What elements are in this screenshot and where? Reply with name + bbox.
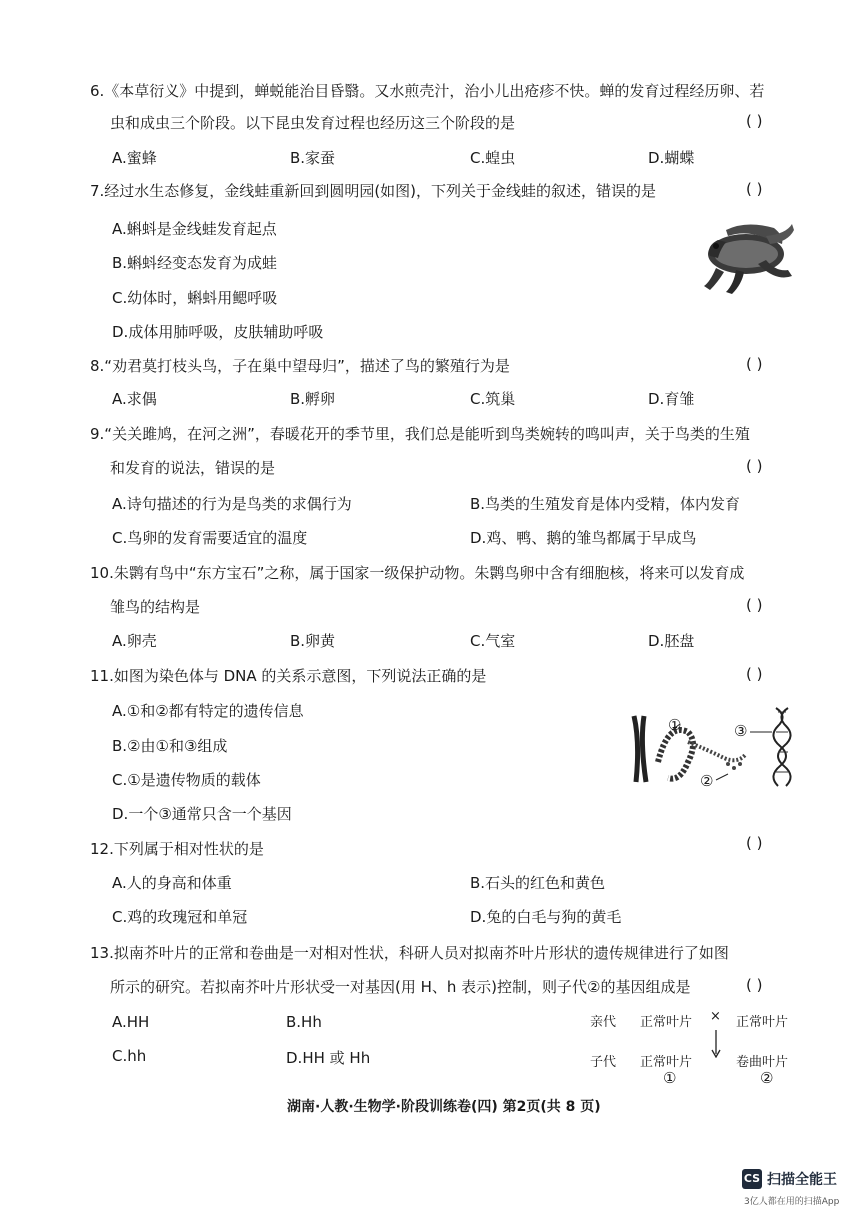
option-a: A.求偶 bbox=[112, 390, 157, 408]
child-a: 正常叶片 bbox=[640, 1055, 693, 1070]
option-d: D.胚盘 bbox=[648, 632, 695, 650]
question-13-stem-line2: 所示的研究。若拟南芥叶片形状受一对基因(用 H、h 表示)控制，则子代②的基因组成是 bbox=[110, 978, 691, 996]
option-d: D.成体用肺呼吸，皮肤辅助呼吸 bbox=[112, 323, 324, 341]
option-b: B.鸟类的生殖发育是体内受精，体内发育 bbox=[470, 495, 741, 513]
question-10-stem-line2: 雏鸟的结构是 bbox=[110, 598, 201, 616]
option-d: D.一个③通常只含一个基因 bbox=[112, 805, 292, 823]
option-c: C.①是遗传物质的载体 bbox=[112, 771, 261, 789]
option-a: A.蝌蚪是金线蛙发育起点 bbox=[112, 220, 277, 238]
question-9-stem-line1: 9.“关关雎鸠，在河之洲”，春暖花开的季节里，我们总是能听到鸟类婉转的鸣叫声，关于鸟类的生殖 bbox=[90, 425, 750, 443]
answer-bracket: ( ) bbox=[746, 457, 763, 475]
question-11-stem: 11.如图为染色体与 DNA 的关系示意图，下列说法正确的是 bbox=[90, 667, 487, 685]
option-b: B.家蚕 bbox=[290, 149, 336, 167]
child-b: 卷曲叶片 bbox=[736, 1055, 789, 1070]
answer-bracket: ( ) bbox=[746, 112, 763, 130]
question-6-stem-line1: 6.《本草衍义》中提到，蝉蜕能治目昏翳。又水煎壳汁，治小儿出疮疹不快。蝉的发育过程经历卵、若 bbox=[90, 82, 765, 100]
option-c: C.幼体时，蝌蚪用鳃呼吸 bbox=[112, 289, 278, 307]
option-c: C.hh bbox=[112, 1047, 147, 1065]
option-a: A.HH bbox=[112, 1013, 150, 1031]
option-d: D.育雏 bbox=[648, 390, 695, 408]
question-13-stem-line1: 13.拟南芥叶片的正常和卷曲是一对相对性状，科研人员对拟南芥叶片形状的遗传规律进行了如图 bbox=[90, 944, 729, 962]
option-b: B.蝌蚪经变态发育为成蛙 bbox=[112, 254, 278, 272]
chromosome-dna-diagram bbox=[628, 702, 808, 792]
option-d: D.蝴蝶 bbox=[648, 149, 695, 167]
label-2: ② bbox=[700, 772, 714, 790]
label-1: ① bbox=[668, 716, 682, 734]
option-c: C.筑巢 bbox=[470, 390, 516, 408]
answer-bracket: ( ) bbox=[746, 355, 763, 373]
label-3: ③ bbox=[734, 722, 748, 740]
option-b: B.孵卵 bbox=[290, 390, 336, 408]
answer-bracket: ( ) bbox=[746, 665, 763, 683]
answer-bracket: ( ) bbox=[746, 596, 763, 614]
option-a: A.卵壳 bbox=[112, 632, 157, 650]
option-d: D.兔的白毛与狗的黄毛 bbox=[470, 908, 622, 926]
option-a: A.蜜蜂 bbox=[112, 149, 157, 167]
option-c: C.蝗虫 bbox=[470, 149, 516, 167]
option-c: C.鸡的玫瑰冠和单冠 bbox=[112, 908, 248, 926]
question-6-stem-line2: 虫和成虫三个阶段。以下昆虫发育过程也经历这三个阶段的是 bbox=[110, 114, 516, 132]
option-a: A.诗句描述的行为是鸟类的求偶行为 bbox=[112, 495, 352, 513]
scanner-tagline: 3亿人都在用的扫描App bbox=[744, 1197, 840, 1207]
question-10-stem-line1: 10.朱鹮有鸟中“东方宝石”之称，属于国家一级保护动物。朱鹮鸟卵中含有细胞核，将来可以发育成 bbox=[90, 564, 745, 582]
question-7-stem: 7.经过水生态修复，金线蛙重新回到圆明园(如图)，下列关于金线蛙的叙述，错误的是 bbox=[90, 182, 657, 200]
question-9-stem-line2: 和发育的说法，错误的是 bbox=[110, 459, 276, 477]
option-d: D.HH 或 Hh bbox=[286, 1049, 371, 1067]
option-c: C.鸟卵的发育需要适宜的温度 bbox=[112, 529, 308, 547]
answer-bracket: ( ) bbox=[746, 180, 763, 198]
option-a: A.人的身高和体重 bbox=[112, 874, 232, 892]
option-b: B.Hh bbox=[286, 1013, 322, 1031]
frog-illustration bbox=[696, 216, 796, 296]
parent-a: 正常叶片 bbox=[640, 1015, 693, 1030]
question-8-stem: 8.“劝君莫打枝头鸟，子在巢中望母归”，描述了鸟的繁殖行为是 bbox=[90, 357, 510, 375]
parent-b: 正常叶片 bbox=[736, 1015, 789, 1030]
option-c: C.气室 bbox=[470, 632, 516, 650]
question-12-stem: 12.下列属于相对性状的是 bbox=[90, 840, 264, 858]
option-b: B.卵黄 bbox=[290, 632, 336, 650]
page-footer: 湖南·人教·生物学·阶段训练卷(四) 第2页(共 8 页) bbox=[287, 1099, 601, 1115]
child-label: 子代 bbox=[590, 1055, 617, 1070]
answer-bracket: ( ) bbox=[746, 976, 763, 994]
parent-label: 亲代 bbox=[590, 1015, 617, 1030]
mark-2: ② bbox=[760, 1069, 774, 1087]
option-d: D.鸡、鸭、鹅的雏鸟都属于早成鸟 bbox=[470, 529, 697, 547]
option-b: B.石头的红色和黄色 bbox=[470, 874, 606, 892]
option-b: B.②由①和③组成 bbox=[112, 737, 228, 755]
answer-bracket: ( ) bbox=[746, 834, 763, 852]
option-a: A.①和②都有特定的遗传信息 bbox=[112, 702, 304, 720]
cross-symbol: × bbox=[710, 1009, 721, 1024]
scanner-brand: 扫描全能王 bbox=[767, 1172, 837, 1188]
down-arrow-icon bbox=[710, 1030, 722, 1058]
scanner-logo-icon: CS bbox=[742, 1169, 762, 1189]
mark-1: ① bbox=[663, 1069, 677, 1087]
